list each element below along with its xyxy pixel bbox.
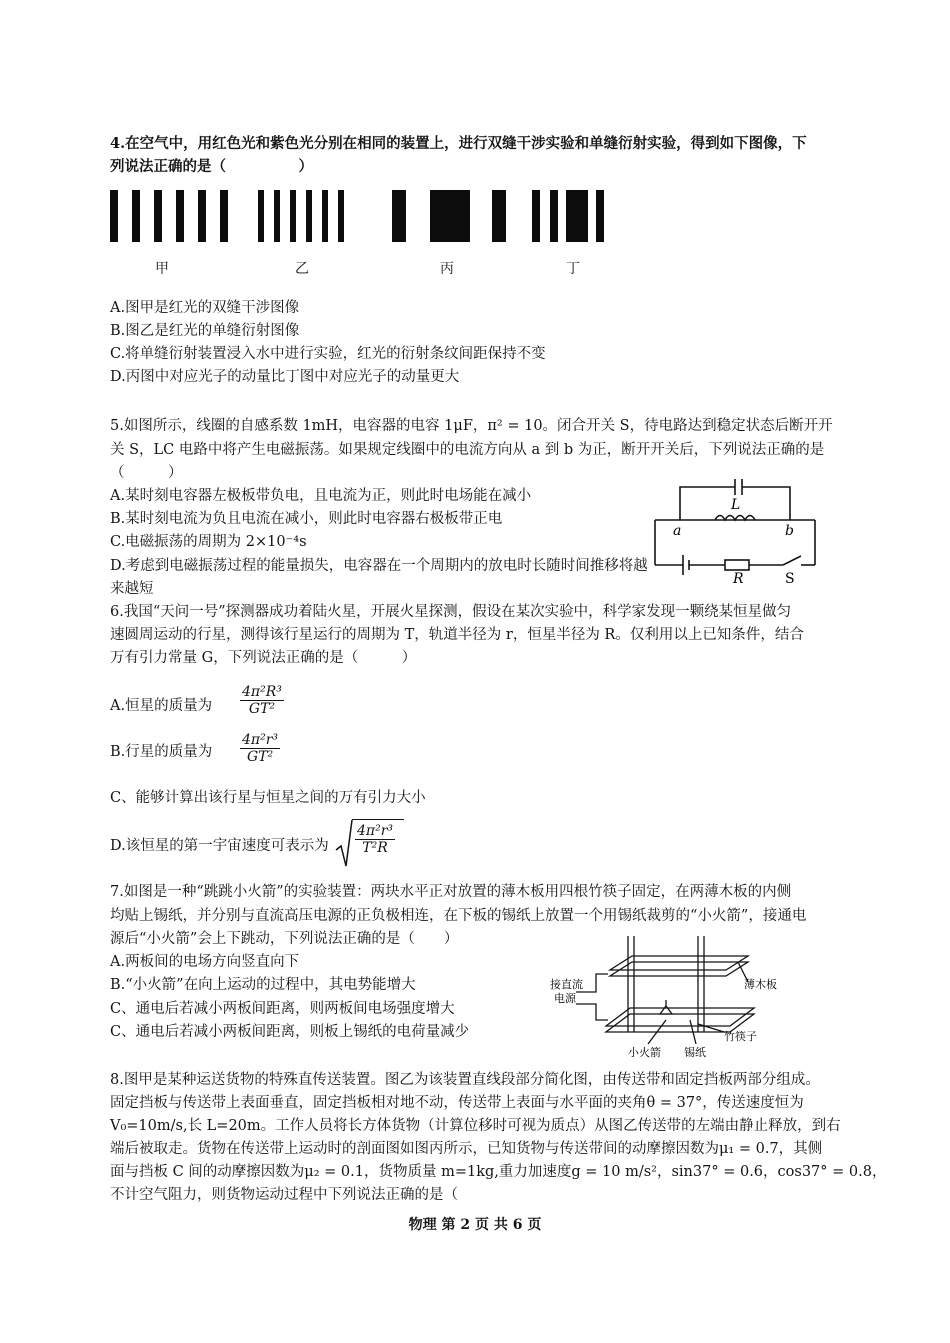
lc-circuit-diagram — [645, 475, 825, 585]
q7-stem-line1: 7.如图是一种“跳跳小火箭”的实验装置：两块水平正对放置的薄木板用四根竹筷子固定，在两薄木板的内侧 — [110, 884, 792, 900]
q6-stem-line2: 速圆周运动的行星，测得该行星运行的周期为 T，轨道半径为 r，恒星半径为 R。仅利用以上已知条件，结合 — [110, 627, 804, 643]
fig-label-yi: 乙 — [295, 261, 309, 277]
q6-option-a-numerator: 4π²R³ — [242, 684, 282, 700]
q6-option-b-denominator: GT² — [246, 749, 274, 765]
q6-option-b-numerator: 4π²r³ — [242, 732, 279, 748]
q7-option-c: C、通电后若减小两板间距离，则两板间电场强度增大 — [110, 1001, 455, 1017]
q6-option-d-numerator: 4π²r³ — [357, 823, 394, 839]
q6-stem-line1: 6.我国“天问一号”探测器成功着陆火星，开展火星探测，假设在某次实验中，科学家发现一颗绕某恒星做匀 — [110, 604, 792, 620]
board-label: 薄木板 — [744, 978, 777, 991]
q8-line-1: 8.图甲是某种运送货物的特殊直传送装置。图乙为该装置直线段部分简化图，由传送带和固定挡板两部分组成。 — [110, 1072, 820, 1088]
q6-option-a-denominator: GT² — [248, 701, 275, 717]
power-label-1: 接直流 — [550, 978, 583, 991]
fig-label-ding: 丁 — [566, 261, 580, 277]
q6-stem-line3: 万有引力常量 G，下列说法正确的是（ ） — [110, 650, 417, 666]
chopstick-label: 竹筷子 — [724, 1030, 757, 1043]
q7-stem-line3: 源后“小火箭”会上下跳动，下列说法正确的是（ ） — [110, 931, 459, 947]
q5-option-c: C.电磁振荡的周期为 2×10⁻⁴s — [110, 534, 307, 550]
rocket-label: 小火箭 — [628, 1046, 661, 1059]
switch-label: S — [785, 571, 795, 585]
q4-option-a: A.图甲是红光的双缝干涉图像 — [110, 300, 300, 316]
q5-option-d-cont: 来越短 — [110, 581, 154, 597]
q4-stem-line2: 列说法正确的是（ ） — [110, 158, 313, 175]
q6-option-d-formula — [355, 823, 395, 856]
q4-stem-line1: 4.在空气中，用红色光和紫色光分别在相同的装置上，进行双缝干涉实验和单缝衍射实验，得到如下图像，下 — [110, 135, 807, 152]
q6-option-d-text: D.该恒星的第一宇宙速度可表示为 — [110, 838, 329, 854]
q5-option-a: A.某时刻电容器左极板带负电，且电流为正，则此时电场能在减小 — [110, 488, 532, 504]
q5-option-d: D.考虑到电磁振荡过程的能量损失，电容器在一个周期内的放电时长随时间推移将越 — [110, 558, 648, 574]
q4-option-c: C.将单缝衍射装置浸入水中进行实验，红光的衍射条纹间距保持不变 — [110, 346, 546, 362]
inductor-label: L — [731, 497, 741, 513]
q6-option-b-text: B.行星的质量为 — [110, 744, 213, 760]
q6-option-d-denominator: T²R — [362, 840, 388, 856]
q7-option-d: C、通电后若减小两板间距离，则板上锡纸的电荷量减少 — [110, 1024, 470, 1040]
q7-option-b: B.“小火箭”在向上运动的过程中，其电势能增大 — [110, 977, 416, 993]
jumping-rocket-apparatus — [548, 932, 788, 1062]
node-a-label: a — [673, 523, 682, 539]
sqrt-sign-icon — [335, 818, 353, 870]
q5-stem-line3: （ ） — [110, 465, 183, 481]
q6-option-a-text: A.恒星的质量为 — [110, 698, 213, 714]
q7-stem-line2: 均贴上锡纸，并分别与直流高压电源的正负极相连，在下板的锡纸上放置一个用锡纸裁剪的“小火箭”，接通电 — [110, 908, 807, 924]
fig-label-bing: 丙 — [440, 261, 454, 277]
fig-label-jia: 甲 — [155, 261, 169, 277]
q8-line-2: 固定挡板与传送带上表面垂直，固定挡板相对地不动，传送带上表面与水平面的夹角θ = 37°，传送速度恒为 — [110, 1095, 804, 1111]
q6-option-a-formula — [240, 684, 284, 717]
page-footer: 物理 第 2 页 共 6 页 — [408, 1217, 542, 1233]
q4-option-d: D.丙图中对应光子的动量比丁图中对应光子的动量更大 — [110, 369, 460, 385]
q4-option-b: B.图乙是红光的单缝衍射图像 — [110, 323, 300, 339]
q8-line-3: V₀=10m/s,长 L=20m。工作人员将长方体货物（计算位移时可视为质点）从图乙传送带的左端由静止释放，到右 — [110, 1118, 841, 1134]
q8-line-4: 端后被取走。货物在传送带上运动时的剖面图如图丙所示，已知货物与传送带间的动摩擦因数为μ₁ = 0.7，其侧 — [110, 1141, 823, 1157]
q8-line-6: 不计空气阻力，则货物运动过程中下列说法正确的是（ — [110, 1187, 458, 1203]
power-label-2: 电源 — [554, 992, 576, 1005]
resistor-label: R — [733, 571, 744, 585]
sqrt-overline — [352, 819, 404, 820]
q6-option-b-formula — [240, 732, 280, 765]
q4-fringe-figures — [108, 188, 608, 244]
q6-option-c: C、能够计算出该行星与恒星之间的万有引力大小 — [110, 790, 426, 806]
q5-stem-line2: 关 S，LC 电路中将产生电磁振荡。如果规定线圈中的电流方向从 a 到 b 为正，断开开关后，下列说法正确的是 — [110, 442, 825, 458]
node-b-label: b — [785, 523, 794, 539]
foil-label: 锡纸 — [684, 1046, 706, 1059]
q5-option-b: B.某时刻电流为负且电流在减小，则此时电容器右极板带正电 — [110, 511, 503, 527]
q7-option-a: A.两板间的电场方向竖直向下 — [110, 954, 300, 970]
q5-stem-line1: 5.如图所示，线圈的自感系数 1mH，电容器的电容 1μF，π² = 10。闭合开关 S，待电路达到稳定状态后断开开 — [110, 418, 833, 434]
q8-line-5: 面与挡板 C 间的动摩擦因数为μ₂ = 0.1，货物质量 m=1kg,重力加速度g = 10 m/s²，sin37° = 0.6，cos37° = 0.8， — [110, 1164, 887, 1180]
